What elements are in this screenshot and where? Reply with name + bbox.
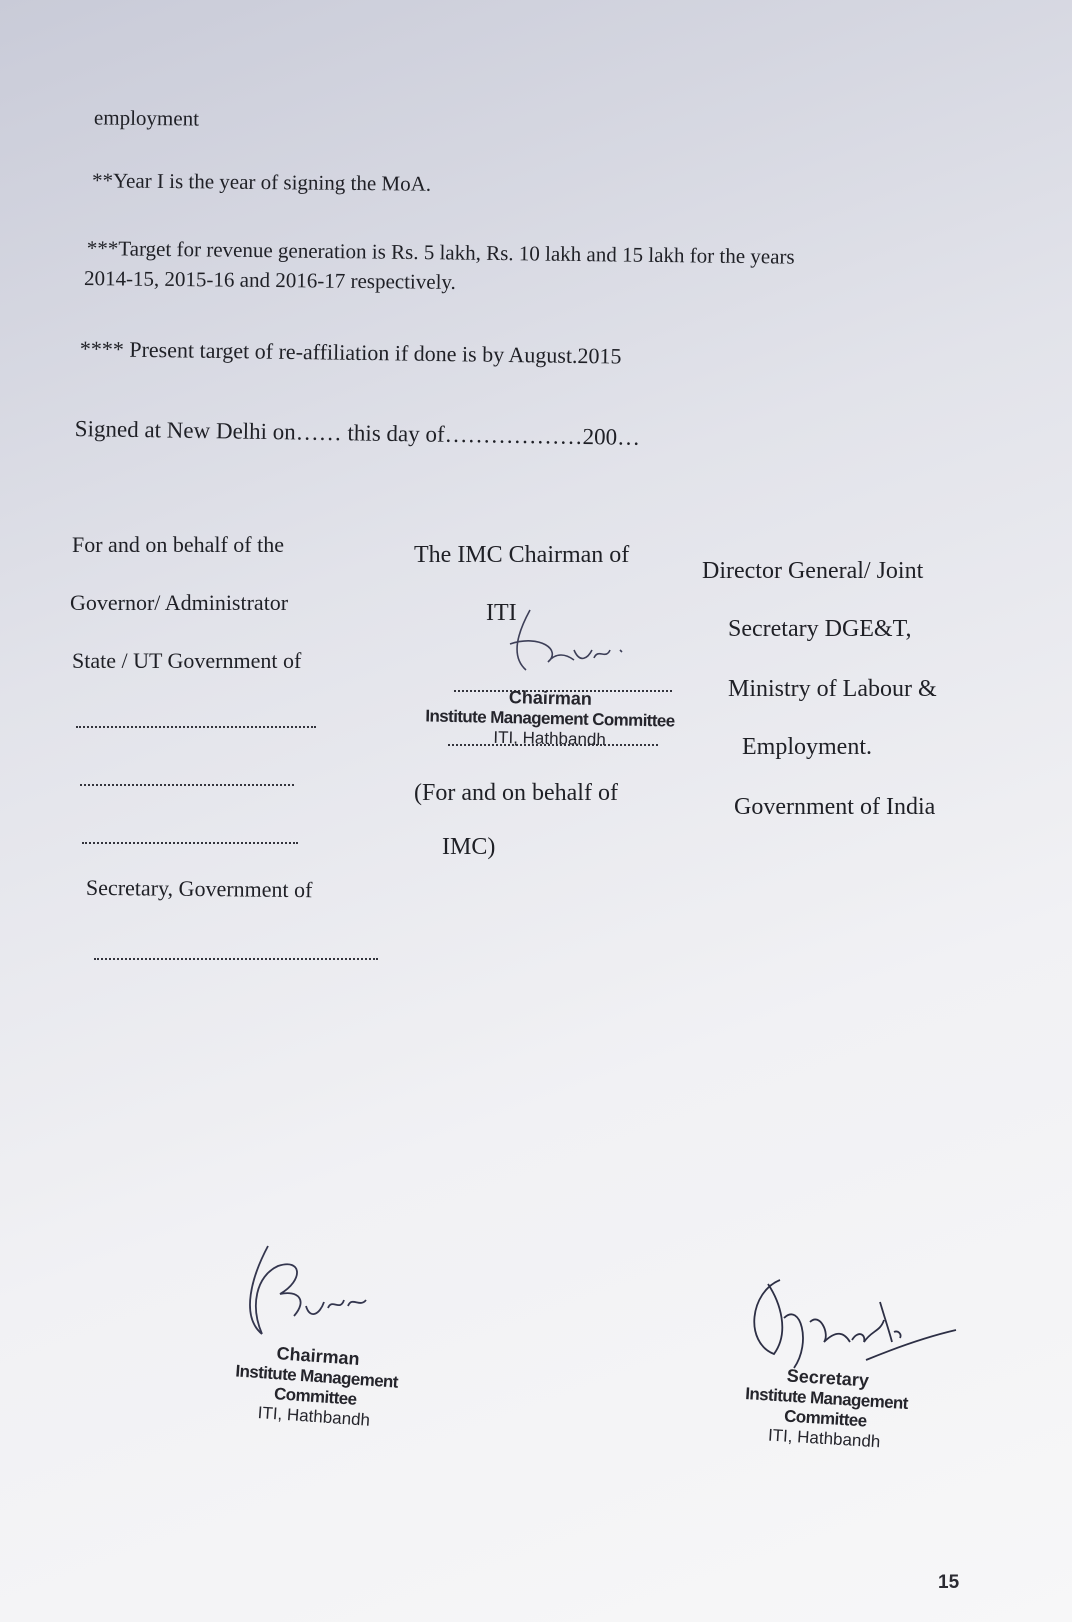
stamp-title: Secretary [786, 1365, 870, 1391]
stamp-title: Chairman [276, 1343, 361, 1369]
footnote-employment: employment [93, 105, 200, 131]
middle-line-4: IMC) [442, 834, 496, 860]
footnote-year: **Year I is the year of signing the MoA. [91, 168, 432, 196]
bottom-right-secretary-stamp [704, 1361, 948, 1457]
imc-stamp-dots [448, 744, 658, 746]
left-blank-line-2 [80, 784, 294, 786]
stamp-place: ITI, Hathbandh [767, 1425, 881, 1452]
stamp-title: Chairman [508, 687, 593, 709]
left-line-2: Governor/ Administrator [70, 590, 289, 615]
left-blank-line-4 [94, 958, 378, 960]
middle-line-1: The IMC Chairman of [414, 542, 630, 568]
middle-chairman-stamp [419, 685, 680, 751]
middle-line-2: ITI [486, 600, 517, 626]
chairman-signature-small [470, 604, 630, 684]
middle-line-3: (For and on behalf of [414, 780, 618, 806]
right-line-2: Secretary DGE&T, [728, 616, 912, 642]
footnote-revenue-line2: 2014-15, 2015-16 and 2016-17 respectively. [83, 266, 457, 294]
stamp-org: Institute Management Committee [744, 1384, 909, 1431]
signed-at-line: Signed at New Delhi on…… this day of………………200… [74, 416, 641, 450]
stamp-org: Institute Management Committee [234, 1361, 399, 1409]
right-line-4: Employment. [742, 734, 872, 760]
left-line-4: Secretary, Government of [85, 874, 313, 903]
chairman-signature [232, 1236, 382, 1346]
footnote-revenue-line1: ***Target for revenue generation is Rs. 5 lakh, Rs. 10 lakh and 15 lakh for the years [86, 236, 795, 269]
bottom-left-chairman-stamp [193, 1338, 438, 1436]
left-blank-line-3 [82, 842, 298, 844]
footnote-reaffiliation: **** Present target of re-affiliation if done is by August.2015 [79, 336, 622, 369]
left-line-1: For and on behalf of the [72, 532, 284, 557]
left-blank-line-1 [76, 726, 316, 728]
right-line-3: Ministry of Labour & [728, 676, 937, 702]
stamp-place: ITI, Hathbandh [257, 1403, 371, 1430]
stamp-org: Institute Management Committee [425, 706, 675, 731]
left-line-3: State / UT Government of [72, 648, 302, 673]
right-line-5: Government of India [734, 794, 936, 820]
page-number: 15 [938, 1572, 960, 1593]
stamp-place: ITI, Hathbandh [493, 727, 607, 750]
right-line-1: Director General/ Joint [702, 558, 924, 584]
